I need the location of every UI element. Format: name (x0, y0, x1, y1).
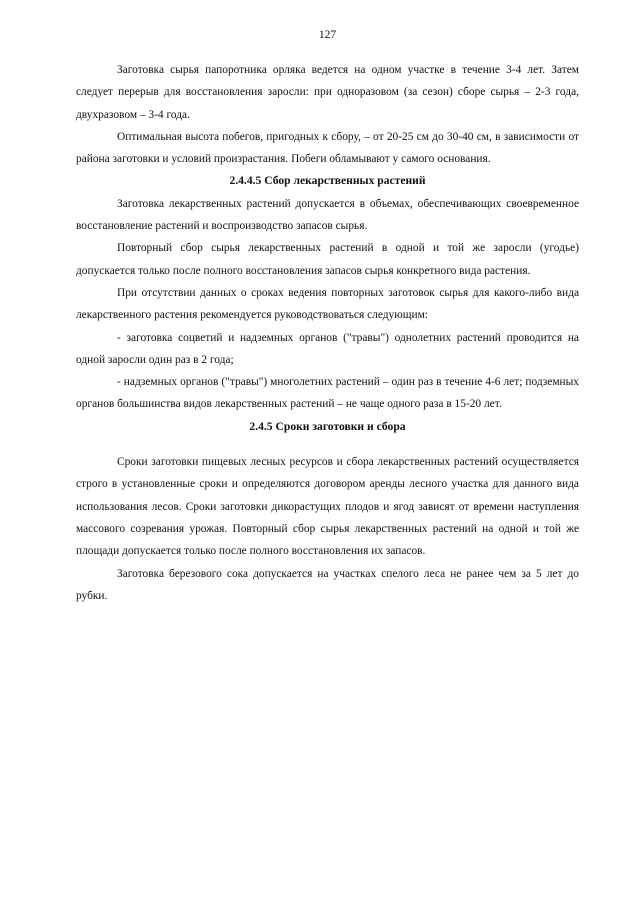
document-page (76, 29, 579, 607)
section-spacer (76, 438, 579, 451)
section-heading-medicinal-plants: 2.4.4.5 Сбор лекарственных растений (229, 174, 426, 188)
paragraph-birch-sap: Заготовка березового сока допускается на участках спелого леса не ранее чем за 5 лет до рубки. (76, 567, 579, 602)
page-number: 127 (318, 29, 337, 41)
paragraph-fern-harvest: Заготовка сырья папоротника орляка ведется на одном участке в течение 3-4 лет. Затем следует перерыв для восстановления заросли: при одноразовом (за сезон) сборе сырья – 2-3 года, двухразовом – 3-4 года. (76, 64, 579, 121)
paragraph-no-data-guidance: При отсутствии данных о сроках ведения повторных заготовок сырья для какого-либо вида лекарственного растения рекомендуется руководствоваться следующим: (76, 286, 579, 322)
paragraph-medicinal-volume: Заготовка лекарственных растений допускается в объемах, обеспечивающих своевременное восстановление растений и воспроизводство запасов сырья. (76, 197, 579, 233)
list-item-annual-plants: - заготовка соцветий и надземных органов ("травы") однолетних растений проводится на одной заросли один раз в 2 года; (76, 331, 579, 366)
section-heading-harvest-timing: 2.4.5 Сроки заготовки и сбора (249, 419, 406, 433)
paragraph-repeat-collection: Повторный сбор сырья лекарственных растений в одной и той же заросли (угодье) допускается только после полного восстановления запасов сырья конкретного вида растения. (76, 242, 579, 277)
paragraph-shoot-height: Оптимальная высота побегов, пригодных к сбору, – от 20-25 см до 30-40 см, в зависимости от района заготовки и условий произрастания. Побеги обламывают у самого основания. (76, 130, 579, 166)
paragraph-harvest-timing: Сроки заготовки пищевых лесных ресурсов и сбора лекарственных растений осуществляется строго в установленные сроки и определяются договором аренды лесного участка для данного вида использования лесов. Сроки заготовки дикорастущих плодов и ягод зависят от времени наступления массового созревания урожая. Повторный сбор сырья лекарственных растений на одной и той же площади допускается только после полного восстановления их запасов. (76, 456, 579, 558)
list-item-perennial-plants: - надземных органов ("травы") многолетних растений – один раз в течение 4-6 лет; подземных органов большинства видов лекарственных растений – не чаще одного раза в 15-20 лет. (76, 376, 579, 411)
